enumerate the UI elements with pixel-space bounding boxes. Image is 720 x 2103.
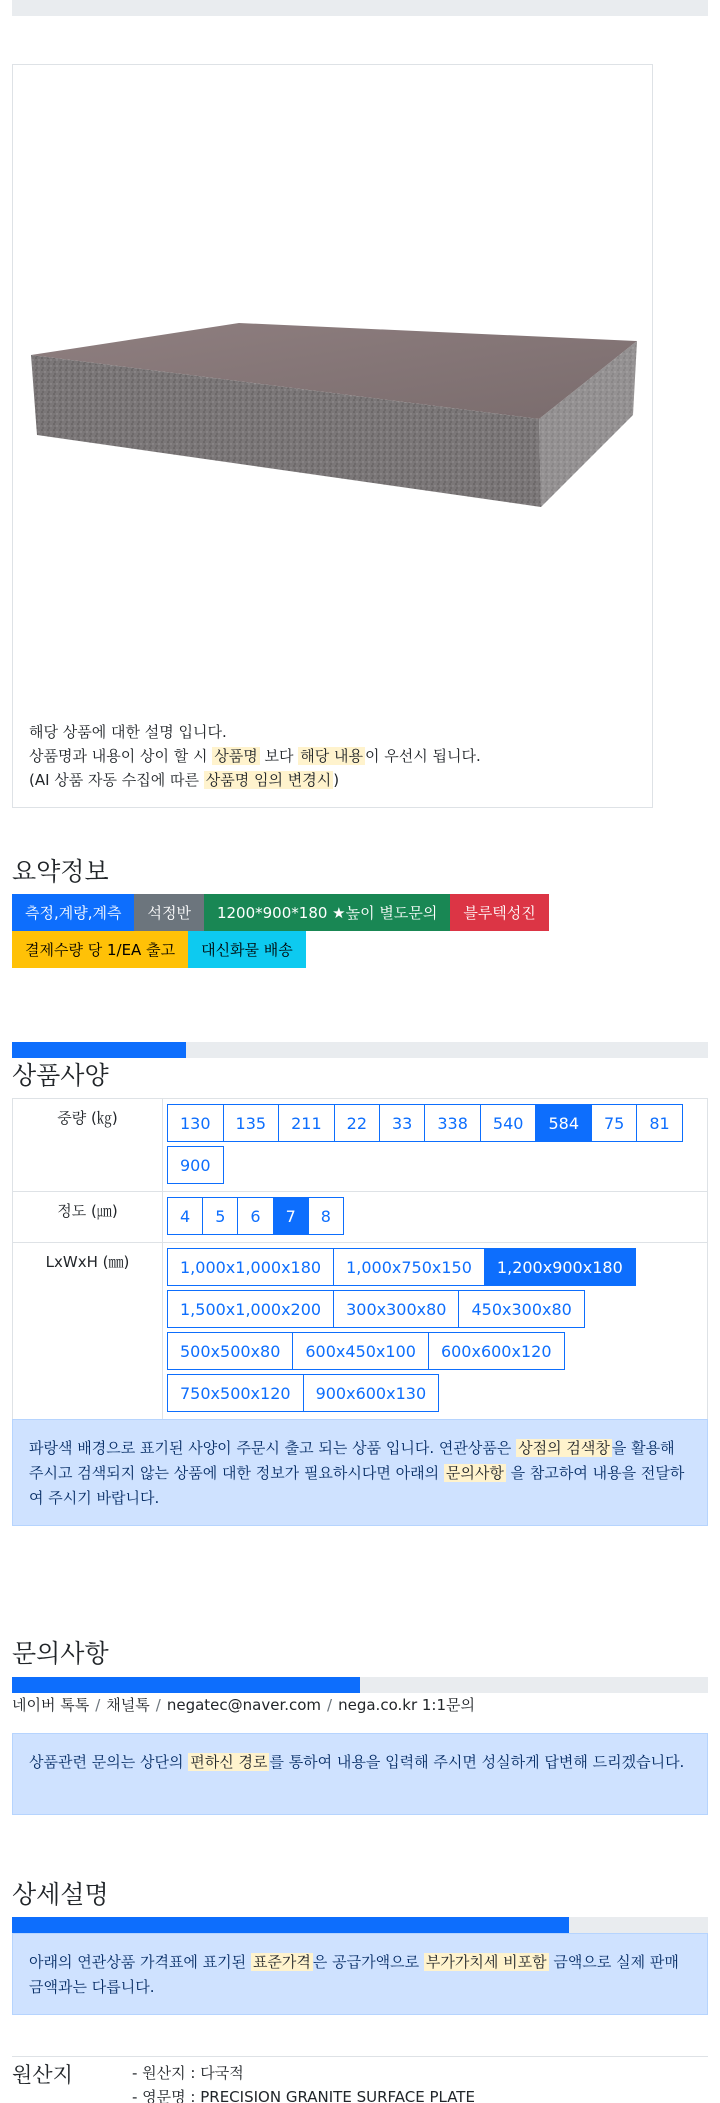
- spec-option-button[interactable]: 130: [167, 1104, 224, 1142]
- inquiry-title: 문의사항: [12, 1639, 109, 1668]
- notice-text: 를 통하여 내용을 입력해 주시면 성실하게 답변해 드리겠습니다.: [269, 1753, 685, 1771]
- progress-fill: [12, 1677, 360, 1693]
- origin-label: 원산지: [12, 2063, 73, 2087]
- summary-badges: [12, 894, 708, 968]
- desc-text: ): [333, 771, 340, 789]
- product-image-card: [12, 64, 653, 808]
- spec-option-button[interactable]: 300x300x80: [333, 1290, 459, 1328]
- product-description: [29, 720, 481, 792]
- spec-option-button[interactable]: 338: [424, 1104, 481, 1142]
- option-group: [167, 1372, 707, 1414]
- spec-option-button[interactable]: 4: [167, 1197, 203, 1235]
- spec-option-button[interactable]: 450x300x80: [458, 1290, 584, 1328]
- origin-item: - 원산지 : 다국적: [132, 2064, 244, 2082]
- desc-line-2: [29, 744, 481, 768]
- option-group: [167, 1144, 707, 1186]
- separator: /: [155, 1696, 161, 1714]
- spec-label: 정도 (㎛): [13, 1192, 163, 1243]
- spec-label: LxWxH (㎜): [13, 1243, 163, 1420]
- spec-option-button[interactable]: 600x600x120: [428, 1332, 565, 1370]
- highlight: 상품명 임의 변경시: [205, 771, 332, 789]
- spec-option-button[interactable]: 33: [379, 1104, 425, 1142]
- option-group: [167, 1330, 707, 1372]
- spec-option-button[interactable]: 5: [202, 1197, 238, 1235]
- spec-row: [13, 1243, 708, 1420]
- spec-row: [13, 1192, 708, 1243]
- spec-option-button[interactable]: 1,000x1,000x180: [167, 1248, 334, 1286]
- spec-option-button[interactable]: 900: [167, 1146, 224, 1184]
- progress-fill: [12, 1917, 569, 1933]
- inquiry-progress: [12, 1677, 708, 1693]
- summary-title: 요약정보: [12, 857, 109, 886]
- spec-option-button[interactable]: 6: [237, 1197, 273, 1235]
- spec-option-button[interactable]: 211: [278, 1104, 335, 1142]
- spec-option-button[interactable]: 500x500x80: [167, 1332, 293, 1370]
- origin-section: [12, 2056, 708, 2103]
- desc-text: 보다: [259, 747, 299, 765]
- spec-option-button[interactable]: 900x600x130: [303, 1374, 440, 1412]
- spec-option-button[interactable]: 135: [223, 1104, 280, 1142]
- detail-notice: [12, 1933, 708, 2015]
- notice-text: 아래의 연관상품 가격표에 표기된: [29, 1953, 251, 1971]
- detail-title: 상세설명: [12, 1880, 109, 1909]
- separator: /: [95, 1696, 101, 1714]
- spec-option-button[interactable]: 75: [591, 1104, 637, 1142]
- spec-option-button[interactable]: 750x500x120: [167, 1374, 304, 1412]
- notice-text: 금액으로 실제 판매금액과는 다릅니다.: [29, 1953, 679, 1996]
- detail-progress: [12, 1917, 708, 1933]
- specs-progress: [12, 1042, 708, 1058]
- spec-option-button[interactable]: 600x450x100: [292, 1332, 429, 1370]
- product-image: [29, 255, 639, 555]
- spec-row: [13, 1099, 708, 1192]
- spec-option-button[interactable]: 1,200x900x180: [484, 1248, 636, 1286]
- desc-text: 이 우선시 됩니다.: [364, 747, 481, 765]
- desc-text: (AI 상품 자동 수집에 따른: [29, 771, 204, 789]
- notice-text: 을 참고하여 내용을 전달하여 주시기 바랍니다.: [29, 1464, 685, 1507]
- desc-text: 상품명과 내용이 상이 할 시: [29, 747, 213, 765]
- option-group: [167, 1102, 707, 1144]
- highlight: 상품명: [214, 747, 258, 765]
- spec-options: [163, 1243, 708, 1420]
- highlight: 해당 내용: [300, 747, 363, 765]
- summary-badge: 측정,계량,계측: [12, 894, 134, 931]
- summary-badge: 석정반: [134, 894, 203, 931]
- spec-option-button[interactable]: 584: [535, 1104, 592, 1142]
- contact-channel-link[interactable]: 채널톡: [106, 1696, 150, 1714]
- spec-option-button[interactable]: 7: [273, 1197, 309, 1235]
- highlight: 부가가치세 비포함: [425, 1953, 547, 1971]
- highlight: 문의사항: [445, 1464, 504, 1482]
- spec-option-button[interactable]: 81: [636, 1104, 682, 1142]
- contact-channel-link[interactable]: 네이버 톡톡: [12, 1696, 90, 1714]
- contact-channels: [12, 1694, 475, 1715]
- option-group: [167, 1195, 707, 1237]
- spec-table: [12, 1098, 708, 1420]
- summary-badge: 대신화물 배송: [188, 931, 306, 968]
- highlight: 상점의 검색창: [518, 1439, 610, 1457]
- desc-line-1: 해당 상품에 대한 설명 입니다.: [29, 723, 227, 741]
- origin-item: - 영문명 : PRECISION GRANITE SURFACE PLATE: [132, 2088, 475, 2103]
- notice-text: 은 공급가액으로: [312, 1953, 424, 1971]
- summary-badge: 결제수량 당 1/EA 출고: [12, 931, 188, 968]
- highlight: 편하신 경로: [190, 1753, 268, 1771]
- spec-label: 중량 (㎏): [13, 1099, 163, 1192]
- spec-option-button[interactable]: 8: [308, 1197, 344, 1235]
- contact-channel-link[interactable]: nega.co.kr 1:1문의: [338, 1696, 475, 1714]
- badge-row: [12, 931, 708, 968]
- badge-row: [12, 894, 708, 931]
- summary-badge: 1200*900*180 ★높이 별도문의: [204, 894, 450, 931]
- top-progress-bar: [12, 0, 708, 16]
- notice-text: 파랑색 배경으로 표기된 사양이 주문시 출고 되는 상품 입니다. 연관상품은: [29, 1439, 517, 1457]
- spec-options: [163, 1099, 708, 1192]
- highlight: 표준가격: [252, 1953, 311, 1971]
- notice-text: 을 활용해 주시고 검색되지 않는 상품에 대한 정보가 필요하시다면 아래의: [29, 1439, 675, 1482]
- summary-badge: 블루텍성진: [450, 894, 548, 931]
- spec-option-button[interactable]: 1,000x750x150: [333, 1248, 485, 1286]
- spec-option-button[interactable]: 1,500x1,000x200: [167, 1290, 334, 1328]
- separator: /: [327, 1696, 333, 1714]
- spec-options: [163, 1192, 708, 1243]
- spec-notice: [12, 1419, 708, 1526]
- inquiry-notice: [12, 1733, 708, 1815]
- option-group: [167, 1246, 707, 1288]
- desc-line-3: [29, 768, 481, 792]
- spec-option-button[interactable]: 540: [480, 1104, 537, 1142]
- notice-text: 상품관련 문의는 상단의: [29, 1753, 189, 1771]
- spec-option-button[interactable]: 22: [334, 1104, 380, 1142]
- specs-title: 상품사양: [12, 1061, 109, 1090]
- option-group: [167, 1288, 707, 1330]
- origin-list: [132, 2061, 475, 2103]
- contact-channel-link[interactable]: negatec@naver.com: [166, 1696, 322, 1714]
